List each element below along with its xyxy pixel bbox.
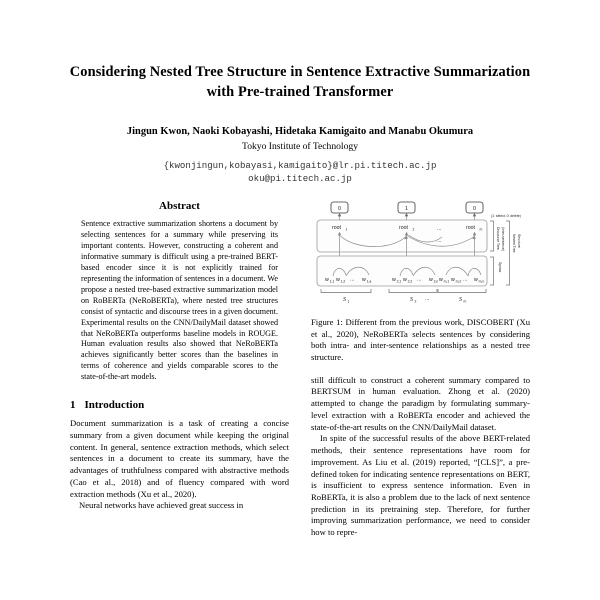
word-3-2: w (451, 277, 455, 283)
word-group-1-ellipsis: ... (350, 276, 355, 283)
gate-value-3: 0 (473, 206, 476, 212)
email-block (0, 159, 600, 185)
word-2-3-sub: 2,n (433, 279, 439, 284)
word-1-1-sub: 1,1 (329, 279, 335, 284)
root-ellipsis: ... (437, 226, 442, 232)
word-1-3-sub: 1,a (366, 279, 372, 284)
left-column (70, 196, 289, 600)
root-text-3: root (466, 225, 475, 231)
right-column-body (311, 375, 530, 539)
gate-box-1 (331, 202, 348, 213)
email-line-1: {kwonjingun,kobayasi,kamigaito}@lr.pi.titech.ac.jp (163, 159, 437, 171)
sentence-labels (343, 296, 467, 304)
root-text-2: root (399, 225, 408, 231)
word-3-3: w (474, 277, 478, 283)
root-text-1: root (332, 225, 341, 231)
page-title (58, 62, 542, 103)
nested-label-line-2: Structure (517, 234, 521, 248)
root-subscript-1: 1 (345, 227, 348, 232)
discourse-label-line-1: Discourse Tree (496, 227, 500, 250)
affiliation: Tokyo Institute of Technology (242, 140, 358, 152)
root-subscript-2: 2 (412, 227, 415, 232)
word-1-1: w (325, 277, 329, 283)
word-group-3-ellipsis: ... (463, 276, 468, 283)
word-2-3: w (429, 277, 433, 283)
sentence-brackets (321, 289, 486, 293)
abstract-heading: Abstract (159, 200, 200, 212)
paper-title-line-2: with Pre-trained Transformer (206, 84, 394, 101)
side-brace-nested (506, 221, 521, 285)
figure-1-canvas (311, 200, 530, 308)
nested-tree-diagram (311, 200, 530, 308)
sentence-label-3-sub: m (463, 299, 467, 304)
intro-paragraph-2: Neural networks have achieved great success in (79, 500, 244, 511)
word-2-1: w (392, 277, 396, 283)
side-brace-syntax (490, 257, 502, 285)
gate-value-2: 1 (405, 206, 408, 212)
figure-1 (311, 200, 530, 364)
right-paragraph-1: still difficult to construct a coherent summary compared to BERTSUM in human evaluation. Zhong et al. (2020) attempted to change the paradigm by formulating summary-level extraction with a RoBERTa encoder and achieved the state-of-the-art results on the CNN/DailyMail dataset. (311, 374, 530, 432)
word-3-1-sub: m,1 (443, 279, 450, 284)
word-2-1-sub: 2,1 (396, 279, 402, 284)
select-delete-legend: (1: select, 0: delete) (491, 214, 521, 218)
gate-value-1: 0 (338, 206, 341, 212)
author-list: Jingun Kwon, Naoki Kobayashi, Hidetaka Kamigaito and Manabu Okumura (126, 125, 474, 137)
figure-1-caption: Figure 1: Different from the previous work, DISCOBERT (Xu et al., 2020), NeRoBERTa selects sentences by considering both intra- and inter-sentence relationships as a nested tree structure. (311, 317, 530, 363)
email-line-2: oku@pi.titech.ac.jp (248, 173, 352, 185)
word-3-3-sub: m,n (478, 279, 485, 284)
nested-label-line-1: Nested Tree (512, 234, 516, 253)
sentence-label-2: S (410, 297, 413, 303)
word-3-1: w (439, 277, 443, 283)
word-2-2: w (403, 277, 407, 283)
gate-box-3 (466, 202, 483, 213)
word-1-2-sub: 1,2 (340, 279, 346, 284)
title-block (0, 0, 600, 185)
discourse-arc-ellipsis: ... (437, 238, 442, 244)
section-heading-introduction (70, 399, 289, 411)
syntax-label: Syntax (498, 262, 502, 273)
right-paragraph-2: In spite of the successful results of the above BERT-related methods, their sentence representations have room for improvement. As Liu et al. (2019) reported, “[CLS]”, a pre-defined token for indicating sentence representations on BERT, is insufficient to express sentence information. Even in RoBERTa, it is also a problem due to the lack of next sentence prediction in its pretraining step. Therefore, for further improving summarization performance, we need to consider how to repre- (311, 433, 530, 538)
root-subscript-3: m (479, 227, 483, 232)
discourse-label-line-2: (Inter-sentence) (501, 227, 505, 251)
right-column (311, 196, 530, 600)
abstract-text: Sentence extractive summarization shortens a document by selecting sentences for a summary while preserving its important contents. However, constructing a coherent and informative summary is difficult using a pre-trained BERT-based encoder since it is not explicitly trained for representing the information of sentences in a document. We propose a nested tree-based extractive summarization model on RoBERTa (NeRoBERTa), where nested tree structures consist of syntactic and discourse trees in a given document. Experimental results on the CNN/DailyMail dataset showed that NeRoBERTa outperforms baseline models in ROUGE. Human evaluation results also showed that NeRoBERTa achieves significantly better scores than the baselines in terms of coherence and yields comparable scores to the state-of-the-art models. (81, 219, 278, 382)
word-1-2: w (336, 277, 340, 283)
sentence-label-2-sub: 2 (414, 299, 417, 304)
paper-title-line-1: Considering Nested Tree Structure in Sentence Extractive Summarization (69, 64, 531, 80)
sentence-label-3: S (459, 297, 462, 303)
section-title: Introduction (84, 399, 145, 412)
word-3-2-sub: m,2 (455, 279, 462, 284)
side-brace-discourse (490, 221, 505, 251)
intro-paragraph-1: Document summarization is a task of creating a concise summary from a given document while keeping the original content. In general, sentence extraction methods, which select sentences in a document to create its summary, have the advantages of truthfulness compared with abstractive methods (Cao et al., 2018) and of fluency compared with word extraction methods (Xu et al., 2020). (70, 418, 289, 499)
section-number: 1 (70, 399, 76, 412)
sentence-label-ellipsis: ... (425, 296, 430, 302)
sentence-label-1-sub: 1 (347, 299, 350, 304)
word-2-2-sub: 2,2 (407, 279, 413, 284)
body-columns (0, 196, 600, 600)
sentence-label-1: S (343, 297, 346, 303)
word-1-3: w (362, 277, 366, 283)
word-group-2-ellipsis: ... (417, 276, 422, 283)
gate-box-2 (398, 202, 415, 213)
